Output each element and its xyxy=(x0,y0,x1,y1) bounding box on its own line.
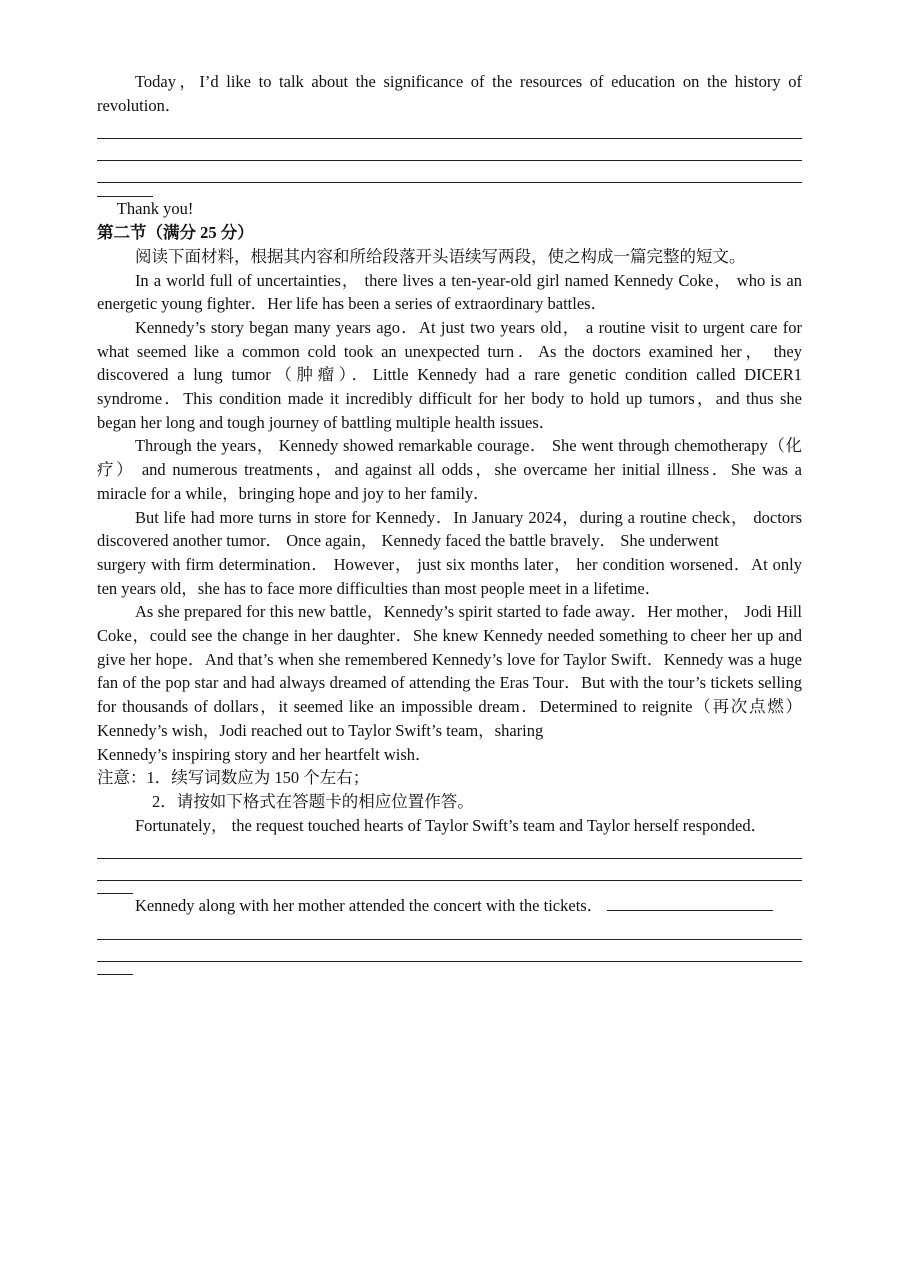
story-paragraph-3: Through the years， Kennedy showed remarkable courage． She went through chemotherapy（化疗） and numerous treatments，and against all odds，she overcame her initial illness．She was a miracle for a while，bringing hope and joy to her family． xyxy=(97,436,802,503)
writing-line xyxy=(97,859,802,881)
story-paragraph-4: But life had more turns in store for Kennedy．In January 2024，during a routine check， doctors discovered another tumor． Once again， Kennedy faced the battle bravely． She underwent xyxy=(97,507,802,551)
writing-line xyxy=(97,940,802,962)
speech-closing: Thank you! xyxy=(116,199,194,219)
writing-line-end xyxy=(97,881,133,894)
note-line-2: 2．请按如下格式在答题卡的相应位置作答。 xyxy=(152,791,474,811)
task-instruction: 阅读下面材料，根据其内容和所给段落开头语续写两段，使之构成一篇完整的短文。 xyxy=(134,246,746,266)
continuation-opener-2 xyxy=(97,894,802,918)
story-paragraph-5: As she prepared for this new battle，Kennedy’s spirit started to fade away．Her mother， Jodi Hill Coke，could see the change in her daughter．She knew Kennedy needed something to cheer her up and give her hope．And that’s when she remembered Kennedy’s love for Taylor Swift．Kennedy was a huge fan of the pop star and had always dreamed of attending the Eras Tour．But with the tour’s tickets selling for thousands of dollars，it seemed like an impossible dream．Determined to reignite（再次点燃）Kennedy’s wish，Jodi reached out to Taylor Swift’s team，sharing xyxy=(97,602,802,740)
writing-line xyxy=(97,837,802,859)
writing-line xyxy=(97,161,802,183)
story-paragraph-4-cont: surgery with firm determination． However， just six months later， her condition worsened．At only ten years old，she has to face more difficulties than most people meet in a lifetime． xyxy=(97,554,802,598)
writing-line-end xyxy=(97,962,133,975)
story-paragraph-1: In a world full of uncertainties， there lives a ten-year-old girl named Kennedy Coke， who is an energetic young fighter．Her life has been a series of extraordinary battles． xyxy=(97,270,802,314)
story-paragraph-5-cont: Kennedy’s inspiring story and her heartfelt wish． xyxy=(97,744,432,764)
continuation-opener-2-text: Kennedy along with her mother attended the concert with the tickets． xyxy=(134,896,604,916)
writing-line-end xyxy=(97,183,153,197)
exam-page xyxy=(97,70,802,975)
note-line-1: 注意：1．续写词数应为 150 个左右； xyxy=(97,768,370,788)
answer-blank xyxy=(607,894,773,911)
writing-line xyxy=(97,918,802,940)
writing-line xyxy=(97,117,802,139)
section-heading: 第二节（满分 25 分） xyxy=(97,223,254,243)
continuation-opener-1: Fortunately， the request touched hearts of Taylor Swift’s team and Taylor herself responded． xyxy=(134,815,768,835)
speech-opening: Today，I’d like to talk about the significance of the resources of education on the history of revolution． xyxy=(97,72,802,115)
writing-line xyxy=(97,139,802,161)
story-paragraph-2: Kennedy’s story began many years ago．At just two years old， a routine visit to urgent care for what seemed like a common cold took an unexpected turn．As the doctors examined her， they discovered a lung tumor（肿瘤）．Little Kennedy had a rare genetic condition called DICER1 syndrome．This condition made it incredibly difficult for her body to hold up tumors，and thus she began her long and tough journey of battling multiple health issues． xyxy=(97,317,802,432)
